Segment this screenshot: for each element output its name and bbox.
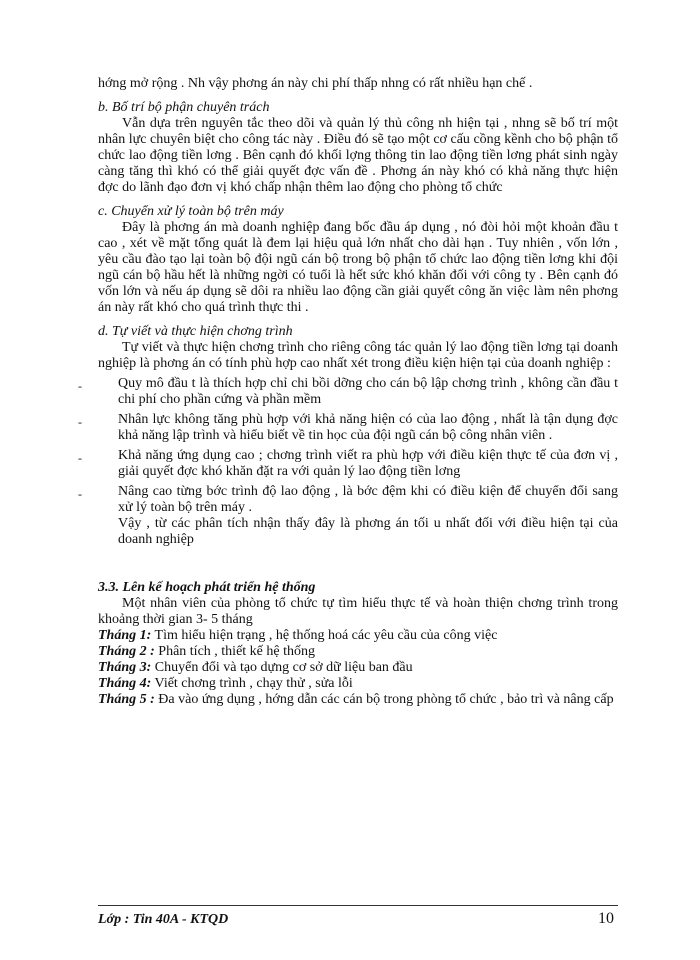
bullet-item: - Khả năng ứng dụng cao ; chơng trình viết ra phù hợp với điều kiện thực tế của đơn vị , giải quyết đợc khó khăn đặt ra với quản lý lao động tiền lơng <box>78 448 618 479</box>
dash-icon: - <box>78 415 82 429</box>
page-number: 10 <box>598 910 614 927</box>
section-c-body: Đây là phơng án mà doanh nghiệp đang bốc đầu áp dụng , nó đòi hỏi một khoản đầu t cao , xét về mặt tổng quát là đem lại hiệu quả lớn nhất cho dài hạn . Tuy nhiên , vốn lớn , yêu cầu đào tạo lại toàn bộ đội ngũ cán bộ trong bộ phận tổ chức lao động tiền lơng khi đội ngũ cán bộ hầu hết là những ngời có tuổi là hết sức khó khăn đối với công ty . Bên cạnh đó vốn lớn và nếu áp dụng sẽ dôi ra nhiều lao động cần giải quyết công ăn việc làm nên phơng án này rất khó cho quá trình thực thi . <box>98 220 618 315</box>
month-item: Tháng 2 : Phân tích , thiết kế hệ thống <box>98 644 315 659</box>
dash-icon: - <box>78 379 82 393</box>
plan-intro: Một nhân viên của phòng tổ chức tự tìm hiểu thực tế và hoàn thiện chơng trình trong khoảng thời gian 3- 5 tháng <box>98 596 618 627</box>
section-b <box>98 100 618 196</box>
document-body <box>78 76 618 708</box>
section-b-body: Vẫn dựa trên nguyên tắc theo dõi và quản lý thủ công nh hiện tại , nhng sẽ bố trí một nhân lực chuyên biệt cho công tác này . Điều đó sẽ tạo một cơ cấu cồng kềnh cho bộ phận tổ chức lao động tiền lơng . Bên cạnh đó khối lợng thông tin lao động tiền lơng phát sinh ngày càng tăng thì khó có thể giải quyết đợc vấn đề . Phơng án này khó có khả năng thực hiện đợc do lãnh đạo đơn vị khó chấp nhận thêm lao động cho phòng tổ chức <box>98 116 618 195</box>
month-item: Tháng 3: Chuyển đổi và tạo dựng cơ sở dữ liệu ban đầu <box>98 660 413 675</box>
section-b-heading: b. Bố trí bộ phận chuyên trách <box>98 100 270 115</box>
month-item: Tháng 5 : Đa vào ứng dụng , hớng dẫn các cán bộ trong phòng tổ chức , bảo trì và nâng cấp <box>98 692 614 707</box>
section-d-heading: d. Tự viết và thực hiện chơng trình <box>98 324 293 339</box>
intro-paragraph: hớng mở rộng . Nh vậy phơng án này chi phí thấp nhng có rất nhiều hạn chế . <box>98 76 533 91</box>
section-c-heading: c. Chuyển xử lý toàn bộ trên máy <box>98 204 284 219</box>
section-d-conclusion: Vậy , từ các phân tích nhận thấy đây là phơng án tối u nhất đối với điều hiện tại của doanh nghiệp <box>118 516 618 547</box>
section-d <box>78 324 618 548</box>
dash-icon: - <box>78 451 82 465</box>
bullet-item: - Quy mô đầu t là thích hợp chỉ chi bồi dỡng cho cán bộ lập chơng trình , không cần đầu t chi phí cho phần cứng và phần mềm <box>78 376 618 407</box>
dash-icon: - <box>78 487 82 501</box>
month-item: Tháng 1: Tìm hiểu hiện trạng , hệ thống hoá các yêu cầu của công việc <box>98 628 498 643</box>
plan-heading: 3.3. Lên kế hoạch phát triển hệ thống <box>98 580 316 595</box>
month-item: Tháng 4: Viết chơng trình , chạy thử , sửa lỗi <box>98 676 353 691</box>
footer-divider <box>98 905 618 906</box>
bullet-item: - Nâng cao từng bớc trình độ lao động , là bớc đệm khi có điều kiện để chuyển đổi sang xử lý toàn bộ trên máy . <box>78 484 618 515</box>
section-d-body: Tự viết và thực hiện chơng trình cho riêng công tác quản lý lao động tiền lơng tại doanh nghiệp là phơng án có tính phù hợp cao nhất xét trong điều kiện hiện tại của doanh nghiệp : <box>98 340 618 371</box>
footer-class-label: Lớp : Tin 40A - KTQD <box>98 912 229 927</box>
bullet-item: - Nhân lực không tăng phù hợp với khả năng hiện có của lao động , nhất là tận dụng đợc khả năng lập trình và hiểu biết về tin học của đội ngũ cán bộ công nhân viên . <box>78 412 618 443</box>
section-c <box>98 204 618 316</box>
